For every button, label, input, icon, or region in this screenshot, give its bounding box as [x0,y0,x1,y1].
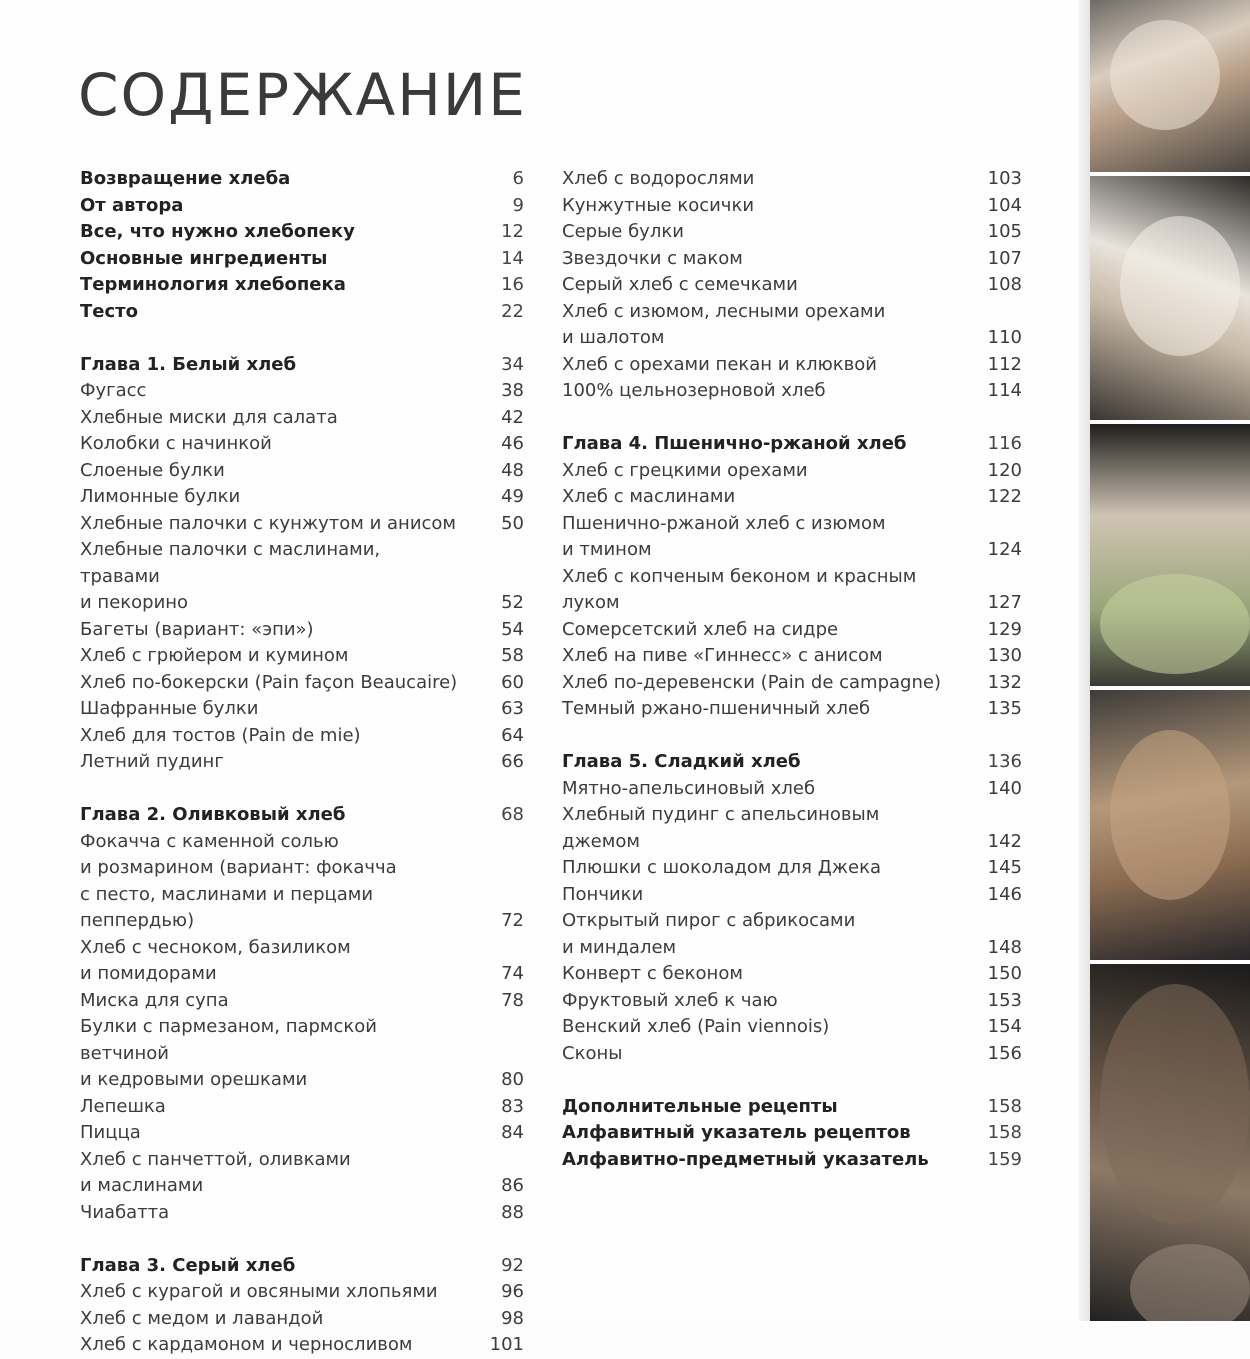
toc-entry-title: Лепешка [80,1095,166,1117]
toc-entry [80,935,524,988]
toc-entry [80,617,524,644]
toc-section-entry [80,166,524,193]
page-title: СОДЕРЖАНИЕ [78,61,527,129]
toc-section-entry [562,749,1022,776]
photo-kneading-dough [1090,176,1250,420]
toc-page-number: 153 [987,989,1022,1011]
toc-entry [562,855,1022,882]
toc-page-number: 159 [987,1148,1022,1170]
toc-entry [80,458,524,485]
toc-entry-title: Хлеб по-бокерски (Pain façon Beaucaire) [80,671,458,693]
toc-section-entry [562,1147,1022,1174]
toc-page-number: 49 [501,486,524,507]
toc-entry-title: Звездочки с маком [562,247,743,269]
toc-page-number: 50 [501,512,524,534]
toc-entry [562,378,1022,405]
toc-page-number: 145 [987,857,1022,878]
toc-entry [562,1014,1022,1041]
toc-entry [562,246,1022,273]
photo-bread-loaf [1090,964,1250,1321]
toc-entry [562,961,1022,988]
toc-left-column [80,166,524,1359]
toc-entry [80,1306,524,1333]
toc-page-number: 52 [501,592,524,613]
toc-page-number: 148 [987,936,1022,958]
toc-section-entry [80,193,524,220]
toc-entry-title: Сконы [562,1042,623,1064]
toc-page-number: 135 [987,698,1022,719]
toc-entry [562,617,1022,644]
toc-entry [80,829,524,935]
photo-flour-bag [1090,690,1250,960]
toc-page-number: 127 [987,592,1022,613]
toc-entry [562,776,1022,803]
toc-entry-title: Слоеные булки [80,459,225,481]
toc-page-number: 63 [501,698,524,719]
toc-page-number: 9 [512,194,524,216]
toc-entry [562,908,1022,961]
toc-page-number: 22 [501,300,524,322]
toc-page-number: 108 [987,274,1022,295]
toc-entry-title: Алфавитно-предметный указатель [562,1148,929,1170]
toc-page-number: 98 [501,1307,524,1329]
toc-entry [562,219,1022,246]
toc-entry [562,988,1022,1015]
toc-entry-title: Хлеб для тостов (Pain de mie) [80,724,361,746]
toc-entry-title: Летний пудинг [80,751,224,772]
toc-section-entry [562,431,1022,458]
toc-entry-title: Хлеб с орехами пекан и клюквой [562,353,877,375]
toc-entry [80,670,524,697]
toc-page-number: 158 [987,1095,1022,1117]
toc-entry-title: Колобки с начинкой [80,433,272,454]
photo-strip [1090,0,1250,1321]
toc-entry-title: Конверт с беконом [562,963,743,984]
toc-page-number: 158 [987,1122,1022,1143]
toc-entry-title: Хлеб с медом и лавандой [80,1307,324,1329]
toc-entry [562,193,1022,220]
toc-entry-title: Плюшки с шоколадом для Джека [562,857,881,878]
toc-section-entry [562,1120,1022,1147]
toc-entry [562,511,1022,564]
toc-entry [80,643,524,670]
toc-page-number: 34 [501,353,524,375]
toc-page-number: 83 [501,1095,524,1117]
toc-entry-title: Фугасс [80,380,147,401]
toc-page-number: 60 [501,671,524,693]
toc-entry-title: Серый хлеб с семечками [562,274,798,295]
toc-page-number: 68 [501,804,524,825]
toc-page-number: 103 [987,168,1022,189]
toc-entry-title: Венский хлеб (Pain viennois) [562,1016,830,1037]
toc-entry [80,696,524,723]
toc-page-number: 6 [512,168,524,189]
toc-entry [80,537,524,617]
toc-page-number: 46 [501,433,524,454]
toc-entry-title: Терминология хлебопека [80,274,346,295]
toc-entry-title: Булки с пармезаном, пармской ветчиной и кедровыми орешками [80,1016,377,1090]
toc-entry [80,484,524,511]
toc-page-number: 154 [987,1016,1022,1037]
toc-page-number: 105 [987,221,1022,242]
toc-page-number: 124 [987,539,1022,560]
toc-entry-title: Хлеб с грюйером и кумином [80,645,349,666]
toc-page-number: 16 [501,274,524,295]
toc-entry-title: Хлеб на пиве «Гиннесс» с анисом [562,645,883,666]
photo-dough-hands [1090,0,1250,172]
toc-entry-title: Пицца [80,1122,141,1143]
toc-section-entry [80,299,524,326]
toc-entry-title: Основные ингредиенты [80,247,328,269]
toc-page-number: 88 [501,1201,524,1223]
toc-page-number: 96 [501,1281,524,1302]
toc-entry [562,882,1022,909]
toc-section-entry [80,246,524,273]
toc-page-number: 140 [987,777,1022,799]
toc-entry [80,405,524,432]
toc-entry-title: Чиабатта [80,1201,170,1223]
toc-page-number: 130 [987,645,1022,666]
book-spine [1078,0,1090,1321]
toc-entry-title: Возвращение хлеба [80,168,291,189]
toc-entry-title: Хлеб по-деревенски (Pain de campagne) [562,671,941,693]
toc-right-column [562,166,1022,1173]
toc-entry [80,431,524,458]
toc-entry [80,749,524,776]
toc-entry [80,1279,524,1306]
toc-entry-title: Хлебные палочки с кунжутом и анисом [80,512,457,534]
toc-entry-title: Хлеб с кардамоном и черносливом [80,1334,413,1355]
toc-section-entry [80,219,524,246]
toc-page-number: 92 [501,1254,524,1276]
toc-entry-title: Хлеб с грецкими орехами [562,459,808,481]
toc-entry [562,564,1022,617]
toc-entry-title: Фокачча с каменной солью и розмарином (вариант: фокачча с песто, маслинами и перцами пеппердью) [80,830,397,931]
toc-page-number: 112 [987,353,1022,375]
toc-entry [562,272,1022,299]
toc-entry-title: Хлеб с водорослями [562,168,755,189]
toc-section-entry [80,802,524,829]
toc-entry-title: Алфавитный указатель рецептов [562,1122,911,1143]
toc-page-number: 38 [501,380,524,401]
toc-entry [562,643,1022,670]
toc-entry [562,484,1022,511]
toc-page-number: 86 [501,1175,524,1196]
toc-page-number: 146 [987,883,1022,905]
toc-entry [80,1200,524,1227]
toc-entry-title: Глава 5. Сладкий хлеб [562,751,801,772]
toc-page-number: 132 [987,671,1022,693]
toc-entry-title: Все, что нужно хлебопеку [80,221,355,242]
toc-entry-title: Серые булки [562,221,684,242]
toc-entry-title: Хлебные миски для салата [80,406,338,428]
toc-entry-title: Хлеб с чесноком, базиликом и помидорами [80,936,351,984]
toc-page-number: 42 [501,406,524,428]
toc-entry [562,166,1022,193]
toc-entry-title: Хлеб с маслинами [562,486,736,507]
toc-entry-title: Кунжутные косички [562,194,755,216]
toc-page-number: 64 [501,724,524,746]
toc-entry-title: Хлебные палочки с маслинами, травами и пекорино [80,539,381,613]
toc-entry [562,1041,1022,1068]
toc-entry-title: Глава 3. Серый хлеб [80,1254,296,1276]
toc-section-entry [80,272,524,299]
toc-entry-title: Хлеб с копченым беконом и красным луком [562,565,917,613]
toc-page-number: 120 [987,459,1022,481]
toc-entry-title: Миска для супа [80,989,229,1011]
toc-page-number: 107 [987,247,1022,269]
toc-page-number: 136 [987,751,1022,772]
toc-entry [80,1014,524,1094]
toc-entry [562,299,1022,352]
toc-page-number: 101 [489,1334,524,1355]
toc-entry [562,802,1022,855]
toc-page-number: 104 [987,194,1022,216]
toc-page-number: 110 [987,327,1022,348]
toc-entry [80,511,524,538]
toc-page-number: 12 [501,221,524,242]
toc-entry-title: Фруктовый хлеб к чаю [562,989,778,1011]
toc-entry-title: Лимонные булки [80,486,241,507]
toc-entry-title: Глава 2. Оливковый хлеб [80,804,346,825]
toc-entry [80,723,524,750]
toc-entry [80,1147,524,1200]
toc-entry-title: Хлебный пудинг с апельсиновым джемом [562,804,880,852]
toc-section-entry [562,1094,1022,1121]
toc-page-number: 114 [987,380,1022,401]
toc-entry [562,352,1022,379]
toc-page-number: 116 [987,433,1022,454]
toc-entry-title: Хлеб с изюмом, лесными орехами и шалотом [562,300,886,348]
toc-entry-title: Пончики [562,883,644,905]
toc-section-entry [80,352,524,379]
toc-entry [80,988,524,1015]
toc-entry [80,378,524,405]
toc-entry-title: Глава 4. Пшенично-ржаной хлеб [562,433,907,454]
toc-page-number: 80 [501,1069,524,1090]
toc-page-number: 150 [987,963,1022,984]
toc-page-number: 54 [501,618,524,640]
toc-entry-title: Хлеб с курагой и овсяными хлопьями [80,1281,438,1302]
toc-section-entry [80,1253,524,1280]
toc-entry-title: Хлеб с панчеттой, оливками и маслинами [80,1148,351,1196]
toc-page-number: 129 [987,618,1022,640]
toc-entry-title: Открытый пирог с абрикосами и миндалем [562,910,856,958]
toc-entry [80,1094,524,1121]
toc-page-number: 156 [987,1042,1022,1064]
toc-page-number: 74 [501,963,524,984]
toc-entry-title: Мятно-апельсиновый хлеб [562,777,816,799]
toc-entry-title: Сомерсетский хлеб на сидре [562,618,839,640]
toc-entry [80,1120,524,1147]
toc-page-number: 14 [501,247,524,269]
toc-page-number: 58 [501,645,524,666]
toc-entry-title: 100% цельнозерновой хлеб [562,380,826,401]
toc-entry-title: Темный ржано-пшеничный хлеб [562,698,871,719]
toc-page-number: 142 [987,830,1022,852]
toc-entry [80,1332,524,1359]
toc-entry [562,670,1022,697]
toc-entry-title: От автора [80,194,184,216]
toc-page-number: 78 [501,989,524,1011]
toc-entry-title: Глава 1. Белый хлеб [80,353,297,375]
photo-mixing-bowl [1090,424,1250,686]
toc-entry [562,696,1022,723]
toc-page-number: 122 [987,486,1022,507]
toc-entry-title: Пшенично-ржаной хлеб с изюмом и тмином [562,512,886,560]
toc-page-number: 66 [501,751,524,772]
toc-entry-title: Дополнительные рецепты [562,1095,838,1117]
toc-entry-title: Шафранные булки [80,698,259,719]
toc-entry [562,458,1022,485]
toc-page-number: 84 [501,1122,524,1143]
toc-entry-title: Тесто [80,300,138,322]
toc-entry-title: Багеты (вариант: «эпи») [80,618,314,640]
toc-page-number: 48 [501,459,524,481]
toc-page-number: 72 [501,910,524,931]
